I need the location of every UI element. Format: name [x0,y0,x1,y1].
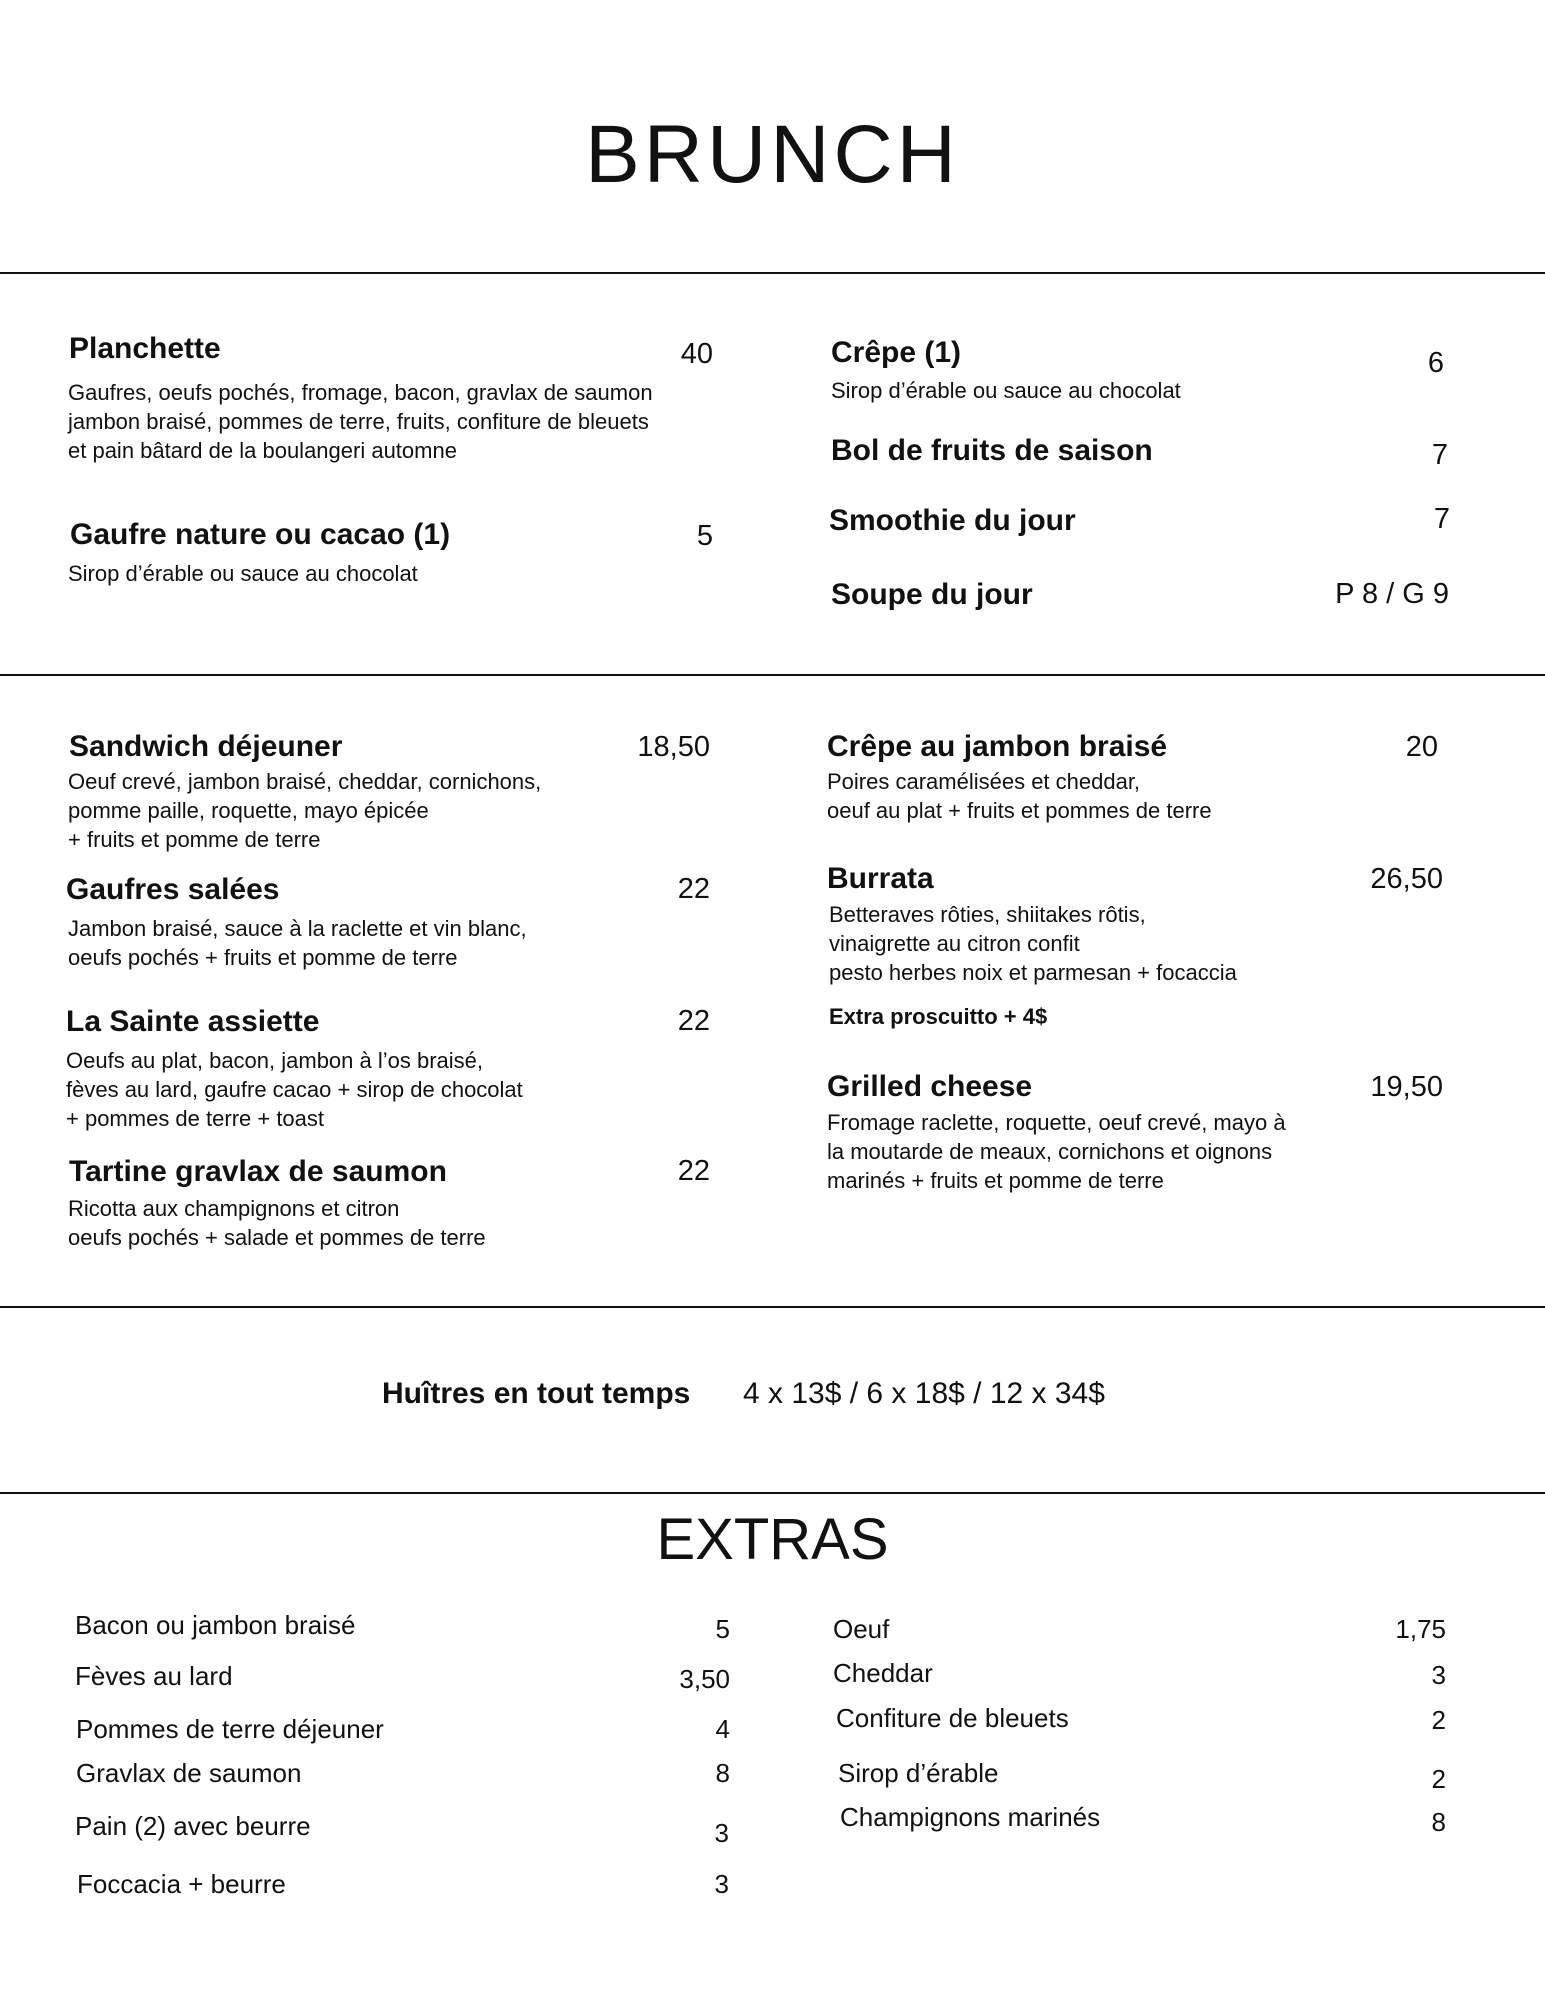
item-sainte-assiette-desc: Oeufs au plat, bacon, jambon à l’os braisé, fèves au lard, gaufre cacao + sirop de chocolat + pommes de terre + toast [66,1048,523,1131]
extra-item-name: Champignons marinés [840,1802,1101,1832]
item-burrata-price: 26,50 [1370,863,1443,895]
item-gaufres-salees-name: Gaufres salées [66,873,280,906]
item-smoothie-name: Smoothie du jour [829,504,1076,537]
item-gaufres-salees-desc: Jambon braisé, sauce à la raclette et vin blanc, oeufs pochés + fruits et pomme de terre [68,916,527,970]
item-sainte-assiette-name: La Sainte assiette [66,1005,320,1038]
item-tartine-name: Tartine gravlax de saumon [69,1155,447,1188]
item-grilled-cheese-price: 19,50 [1370,1071,1443,1103]
extra-item-name: Oeuf [833,1614,890,1644]
extra-item-name: Fèves au lard [75,1661,233,1691]
item-smoothie-price: 7 [1433,503,1450,535]
item-crepe-name: Crêpe (1) [831,336,962,369]
item-gaufre-nature-desc: Sirop d’érable ou sauce au chocolat [68,561,418,586]
oysters-name: Huîtres en tout temps [382,1377,691,1410]
extra-item-price: 4 [715,1714,730,1744]
extra-item-name: Sirop d’érable [838,1758,999,1788]
extra-item-name: Pain (2) avec beurre [75,1811,311,1841]
item-soupe-price: P 8 / G 9 [1335,578,1449,610]
divider [0,272,1545,274]
oysters-price: 4 x 13$ / 6 x 18$ / 12 x 34$ [743,1377,1105,1410]
extras-title: EXTRAS [656,1507,889,1572]
item-tartine-desc: Ricotta aux champignons et citron oeufs pochés + salade et pommes de terre [68,1196,486,1250]
divider [0,674,1545,676]
extra-item-price: 3 [1431,1660,1446,1690]
item-grilled-cheese-desc: Fromage raclette, roquette, oeuf crevé, mayo à la moutarde de meaux, cornichons et oignons marinés + fruits et pomme de terre [827,1110,1286,1193]
item-bol-fruits-name: Bol de fruits de saison [831,434,1153,467]
extra-item-name: Cheddar [833,1658,933,1688]
divider [0,1306,1545,1308]
item-gaufre-nature-name: Gaufre nature ou cacao (1) [70,518,451,551]
extra-item-name: Gravlax de saumon [76,1758,302,1788]
item-crepe-price: 6 [1427,347,1444,379]
item-crepe-jambon-desc: Poires caramélisées et cheddar, oeuf au plat + fruits et pommes de terre [827,769,1212,823]
item-crepe-jambon-price: 20 [1405,731,1438,763]
item-burrata-desc: Betteraves rôties, shiitakes rôtis, vinaigrette au citron confit pesto herbes noix et parmesan + focaccia [829,902,1237,985]
item-planchette-name: Planchette [69,332,221,365]
item-tartine-price: 22 [677,1155,710,1187]
item-crepe-desc: Sirop d’érable ou sauce au chocolat [831,378,1181,403]
extra-item-name: Pommes de terre déjeuner [76,1714,384,1744]
extra-item-name: Bacon ou jambon braisé [75,1610,356,1640]
item-soupe-name: Soupe du jour [831,578,1033,611]
extra-item-price: 1,75 [1395,1614,1446,1644]
item-gaufre-nature-price: 5 [696,520,713,552]
extra-item-name: Confiture de bleuets [836,1703,1069,1733]
item-planchette-price: 40 [680,338,713,370]
extra-item-price: 8 [715,1758,730,1788]
extra-item-price: 2 [1431,1705,1446,1735]
extra-item-name: Foccacia + beurre [77,1869,286,1899]
extra-item-price: 5 [715,1614,730,1644]
divider [0,1492,1545,1494]
item-burrata-note: Extra proscuitto + 4$ [829,1004,1048,1029]
item-bol-fruits-price: 7 [1431,439,1448,471]
extra-item-price: 8 [1431,1807,1446,1837]
item-sandwich-desc: Oeuf crevé, jambon braisé, cheddar, cornichons, pomme paille, roquette, mayo épicée + fruits et pomme de terre [68,769,542,852]
item-sandwich-name: Sandwich déjeuner [69,730,343,763]
extra-item-price: 2 [1431,1764,1446,1794]
extra-item-price: 3,50 [679,1664,730,1694]
item-gaufres-salees-price: 22 [677,873,710,905]
item-sandwich-price: 18,50 [637,731,710,763]
extra-item-price: 3 [714,1818,729,1848]
item-burrata-name: Burrata [827,862,934,895]
menu-title: BRUNCH [585,109,960,200]
item-planchette-desc: Gaufres, oeufs pochés, fromage, bacon, gravlax de saumon jambon braisé, pommes de terre, fruits, confiture de bleuets et pain bâtard de la boulangeri automne [68,380,653,463]
item-grilled-cheese-name: Grilled cheese [827,1070,1033,1103]
item-crepe-jambon-name: Crêpe au jambon braisé [827,730,1168,763]
item-sainte-assiette-price: 22 [677,1005,710,1037]
extra-item-price: 3 [714,1869,729,1899]
